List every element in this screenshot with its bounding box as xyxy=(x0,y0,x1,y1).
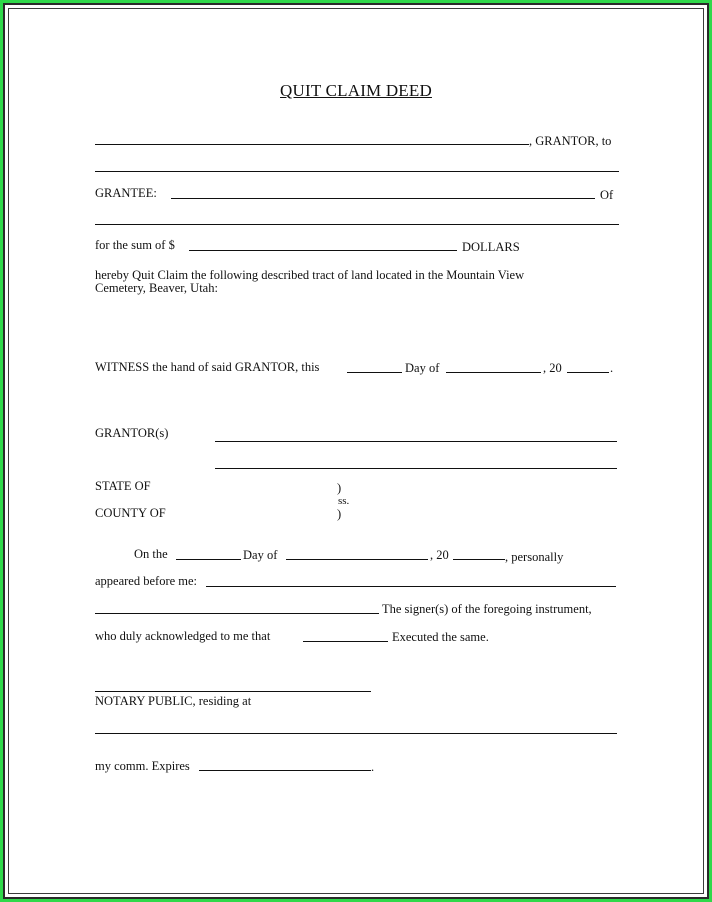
grantee-address-line[interactable] xyxy=(95,224,619,225)
sum-label: for the sum of $ xyxy=(95,238,175,252)
acknowledged-blank-line[interactable] xyxy=(303,641,388,642)
grantor-signature-line-2[interactable] xyxy=(215,468,617,469)
grantor-to-label: , GRANTOR, to xyxy=(529,134,612,148)
quit-claim-text-line1: hereby Quit Claim the following described tract of land located in the Mountain View xyxy=(95,268,525,282)
on-the-label: On the xyxy=(134,547,168,561)
executed-text: Executed the same. xyxy=(392,630,489,644)
witness-day-of-label: Day of xyxy=(405,361,440,375)
witness-text: WITNESS the hand of said GRANTOR, this xyxy=(95,360,320,374)
notary-signature-line[interactable] xyxy=(95,691,371,692)
witness-month-line[interactable] xyxy=(446,372,541,373)
grantor-address-line[interactable] xyxy=(95,171,619,172)
notary-residence-line[interactable] xyxy=(95,733,617,734)
grantee-label: GRANTEE: xyxy=(95,186,157,200)
comm-period: . xyxy=(371,760,375,774)
signer-name-line[interactable] xyxy=(95,613,379,614)
quit-claim-text-line2: Cemetery, Beaver, Utah: xyxy=(95,281,218,295)
signers-text: The signer(s) of the foregoing instrument, xyxy=(382,602,592,616)
paren-top: ) xyxy=(337,481,342,495)
county-of-label: COUNTY OF xyxy=(95,506,166,520)
page-title: QUIT CLAIM DEED xyxy=(280,81,432,100)
frame-border xyxy=(3,3,709,899)
paren-bottom: ) xyxy=(337,507,342,521)
of-label: Of xyxy=(600,188,614,202)
witness-period: . xyxy=(610,361,614,375)
notary-label: NOTARY PUBLIC, residing at xyxy=(95,694,252,708)
grantor-signature-line-1[interactable] xyxy=(215,441,617,442)
ss-label: ss. xyxy=(338,495,350,507)
grantee-name-line[interactable] xyxy=(171,198,595,199)
ack-day-line[interactable] xyxy=(176,559,241,560)
comm-expires-line[interactable] xyxy=(199,770,371,771)
acknowledged-text: who duly acknowledged to me that xyxy=(95,629,271,643)
ack-year-label: , 20 xyxy=(430,548,449,562)
appeared-label: appeared before me: xyxy=(95,574,198,588)
appeared-name-line[interactable] xyxy=(206,586,616,587)
deed-page xyxy=(8,8,704,894)
ack-day-of-label: Day of xyxy=(243,548,278,562)
grantor-name-line[interactable] xyxy=(95,144,529,145)
witness-day-line[interactable] xyxy=(347,372,402,373)
ack-year-line[interactable] xyxy=(453,559,505,560)
grantors-label: GRANTOR(s) xyxy=(95,426,169,440)
ack-month-line[interactable] xyxy=(286,559,428,560)
personally-label: , personally xyxy=(505,550,564,564)
witness-year-label: , 20 xyxy=(543,361,562,375)
state-of-label: STATE OF xyxy=(95,479,151,493)
witness-year-line[interactable] xyxy=(567,372,609,373)
sum-amount-line[interactable] xyxy=(189,250,457,251)
dollars-label: DOLLARS xyxy=(462,240,520,254)
comm-expires-label: my comm. Expires xyxy=(95,759,190,773)
